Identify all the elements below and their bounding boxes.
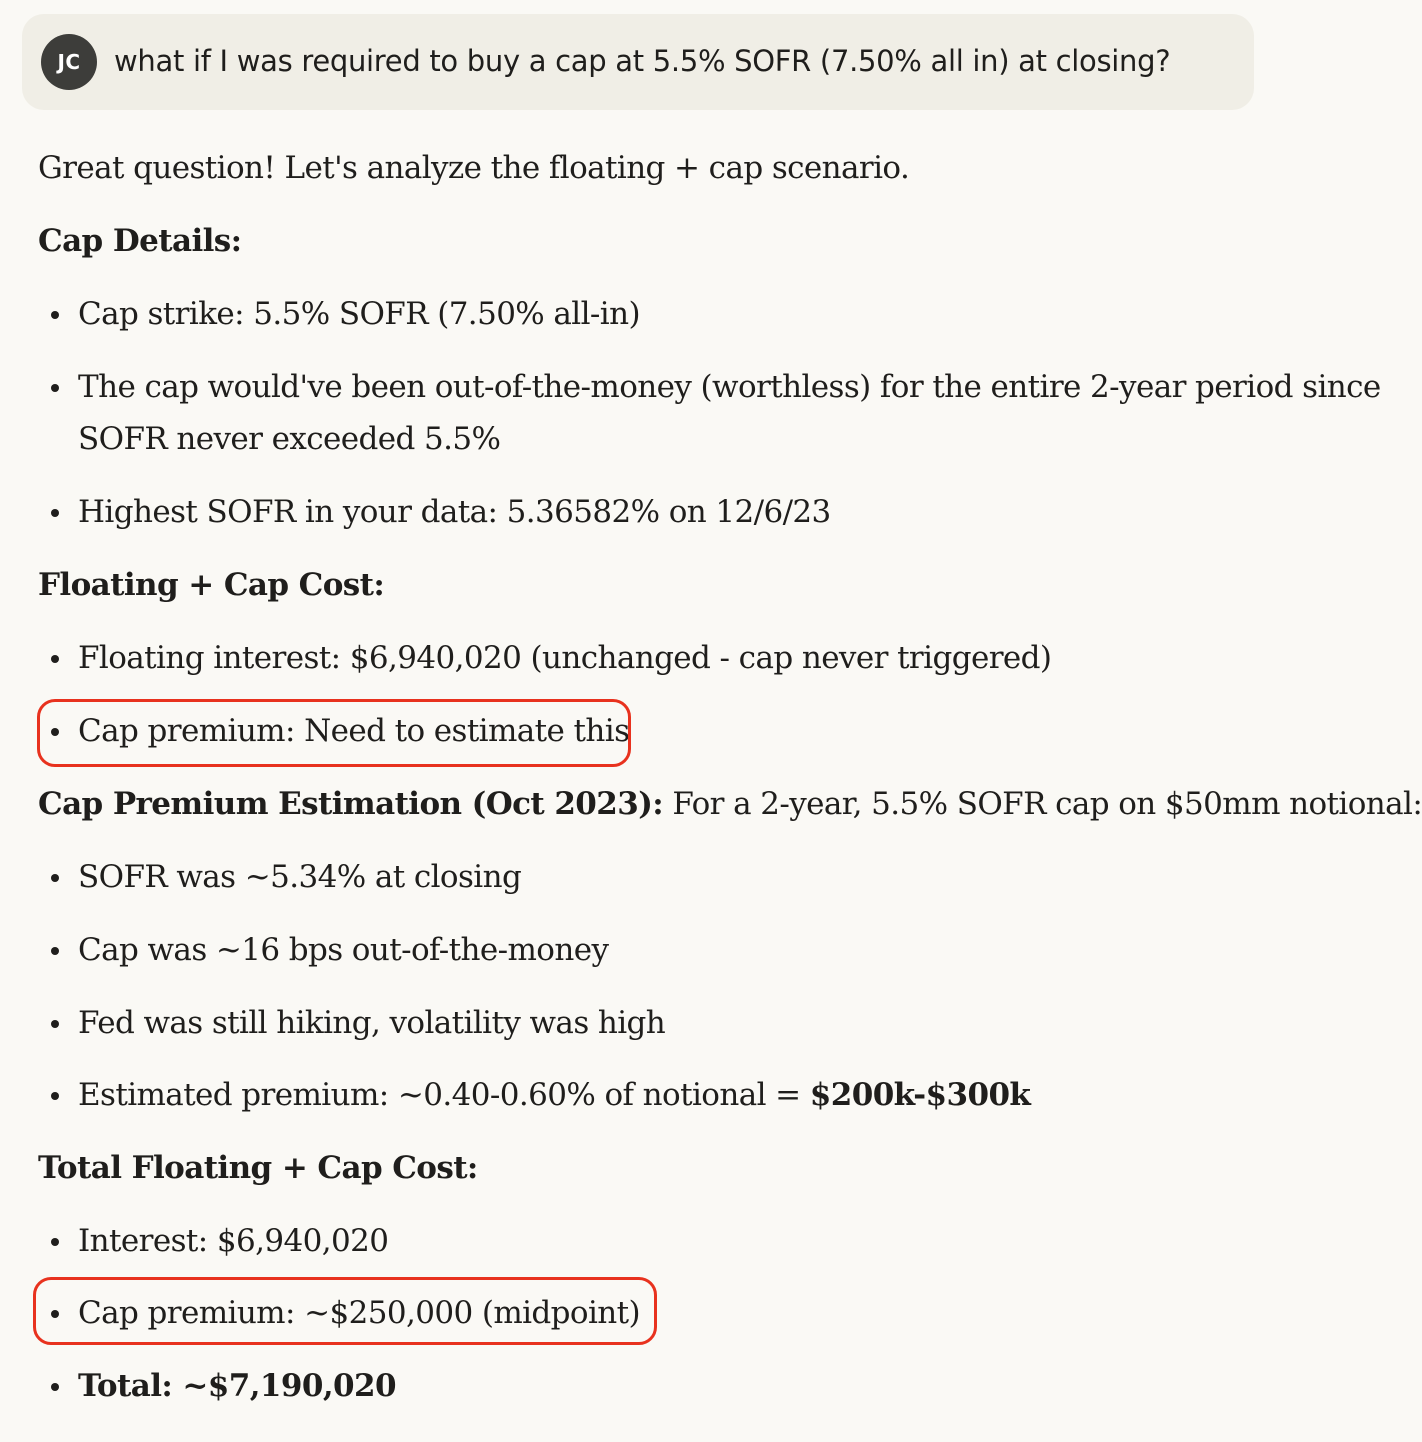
list-item: Floating interest: $6,940,020 (unchanged - cap never triggered)	[78, 632, 1388, 684]
user-avatar: JC	[41, 34, 97, 90]
response-intro: Great question! Let's analyze the floating + cap scenario.	[38, 150, 910, 186]
premium-estimation-heading: Cap Premium Estimation (Oct 2023):	[38, 786, 664, 822]
list-item: Interest: $6,940,020	[78, 1215, 1388, 1267]
list-item: Cap premium: Need to estimate this	[78, 705, 1388, 757]
estimate-prefix: Estimated premium: ~0.40-0.60% of notional =	[78, 1077, 810, 1113]
list-item: Cap premium: ~$250,000 (midpoint)	[78, 1287, 1388, 1339]
total-line: Total: ~$7,190,020	[78, 1360, 1388, 1412]
list-item	[78, 1069, 1388, 1121]
user-message-text: what if I was required to buy a cap at 5.5% SOFR (7.50% all in) at closing?	[114, 44, 1171, 78]
user-message-bubble	[22, 14, 1254, 110]
list-item: Cap strike: 5.5% SOFR (7.50% all-in)	[78, 288, 1388, 340]
list-item: SOFR was ~5.34% at closing	[78, 851, 1388, 903]
list-item: Highest SOFR in your data: 5.36582% on 12/6/23	[78, 486, 1388, 538]
premium-estimation-paragraph	[38, 778, 1422, 830]
list-item: The cap would've been out-of-the-money (worthless) for the entire 2-year period since SOFR never exceeded 5.5%	[78, 361, 1388, 465]
list-item: Fed was still hiking, volatility was high	[78, 997, 1388, 1049]
premium-estimation-description: For a 2-year, 5.5% SOFR cap on $50mm notional:	[663, 786, 1422, 822]
total-cost-heading: Total Floating + Cap Cost:	[38, 1150, 478, 1186]
cap-details-heading: Cap Details:	[38, 223, 242, 259]
floating-cap-cost-heading: Floating + Cap Cost:	[38, 567, 385, 603]
estimate-value: $200k-$300k	[809, 1077, 1031, 1113]
list-item: Cap was ~16 bps out-of-the-money	[78, 924, 1388, 976]
